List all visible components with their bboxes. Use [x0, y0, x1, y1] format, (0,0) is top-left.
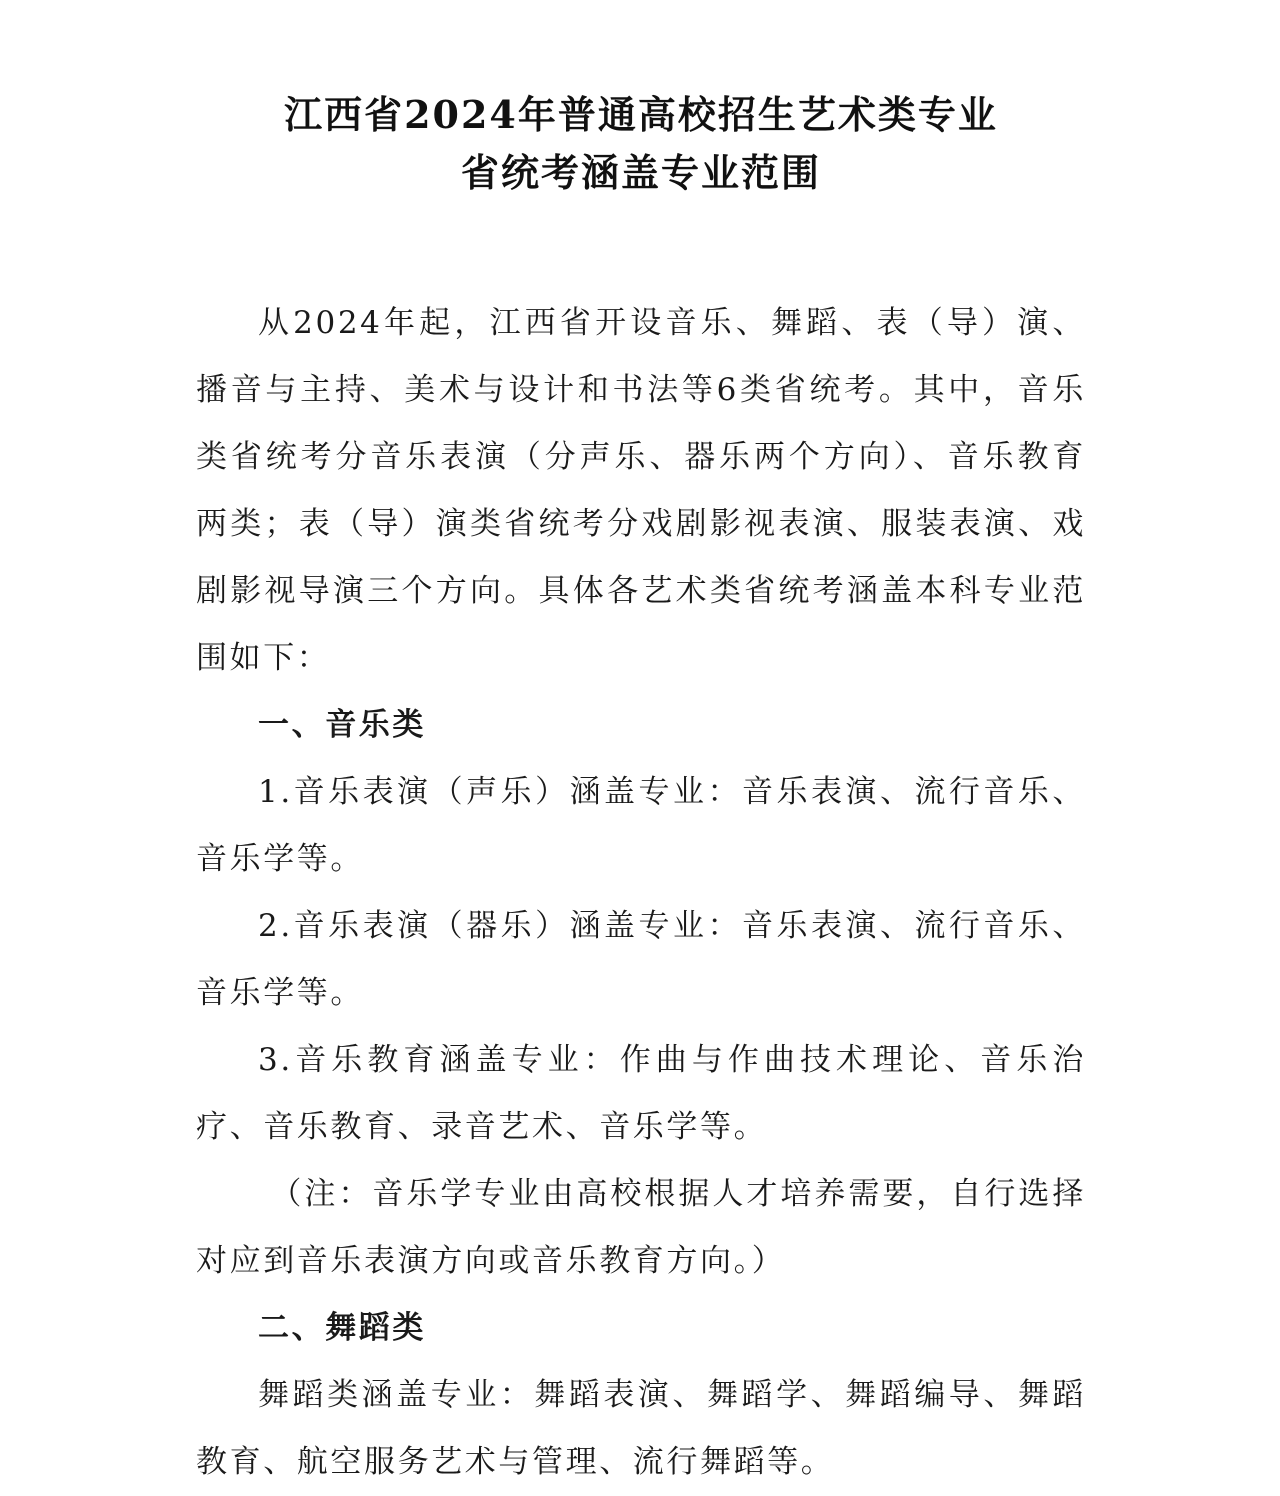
music-item-2: 2.音乐表演（器乐）涵盖专业：音乐表演、流行音乐、音乐学等。 [196, 908, 1086, 1011]
dance-content: 舞蹈类涵盖专业：舞蹈表演、舞蹈学、舞蹈编导、舞蹈教育、航空服务艺术与管理、流行舞蹈等。 [196, 1377, 1086, 1480]
music-item-3: 3.音乐教育涵盖专业：作曲与作曲技术理论、音乐治疗、音乐教育、录音艺术、音乐学等。 [196, 1042, 1086, 1145]
intro-paragraph: 从2024年起，江西省开设音乐、舞蹈、表（导）演、播音与主持、美术与设计和书法等6类省统考。其中，音乐类省统考分音乐表演（分声乐、器乐两个方向）、音乐教育两类；表（导）演类省统考分戏剧影视表演、服装表演、戏剧影视导演三个方向。具体各艺术类省统考涵盖本科专业范围如下： [196, 305, 1086, 676]
section-heading-music: 一、音乐类 [258, 707, 426, 743]
document-body [196, 290, 1086, 1496]
title-block [196, 86, 1086, 202]
document-title-line-2: 省统考涵盖专业范围 [460, 150, 821, 195]
document-title-line-1: 江西省2024年普通高校招生艺术类专业 [284, 92, 998, 137]
music-item-1: 1.音乐表演（声乐）涵盖专业：音乐表演、流行音乐、音乐学等。 [196, 774, 1086, 877]
music-note: （注：音乐学专业由高校根据人才培养需要，自行选择对应到音乐表演方向或音乐教育方向。） [196, 1176, 1086, 1279]
section-heading-dance: 二、舞蹈类 [258, 1310, 426, 1346]
